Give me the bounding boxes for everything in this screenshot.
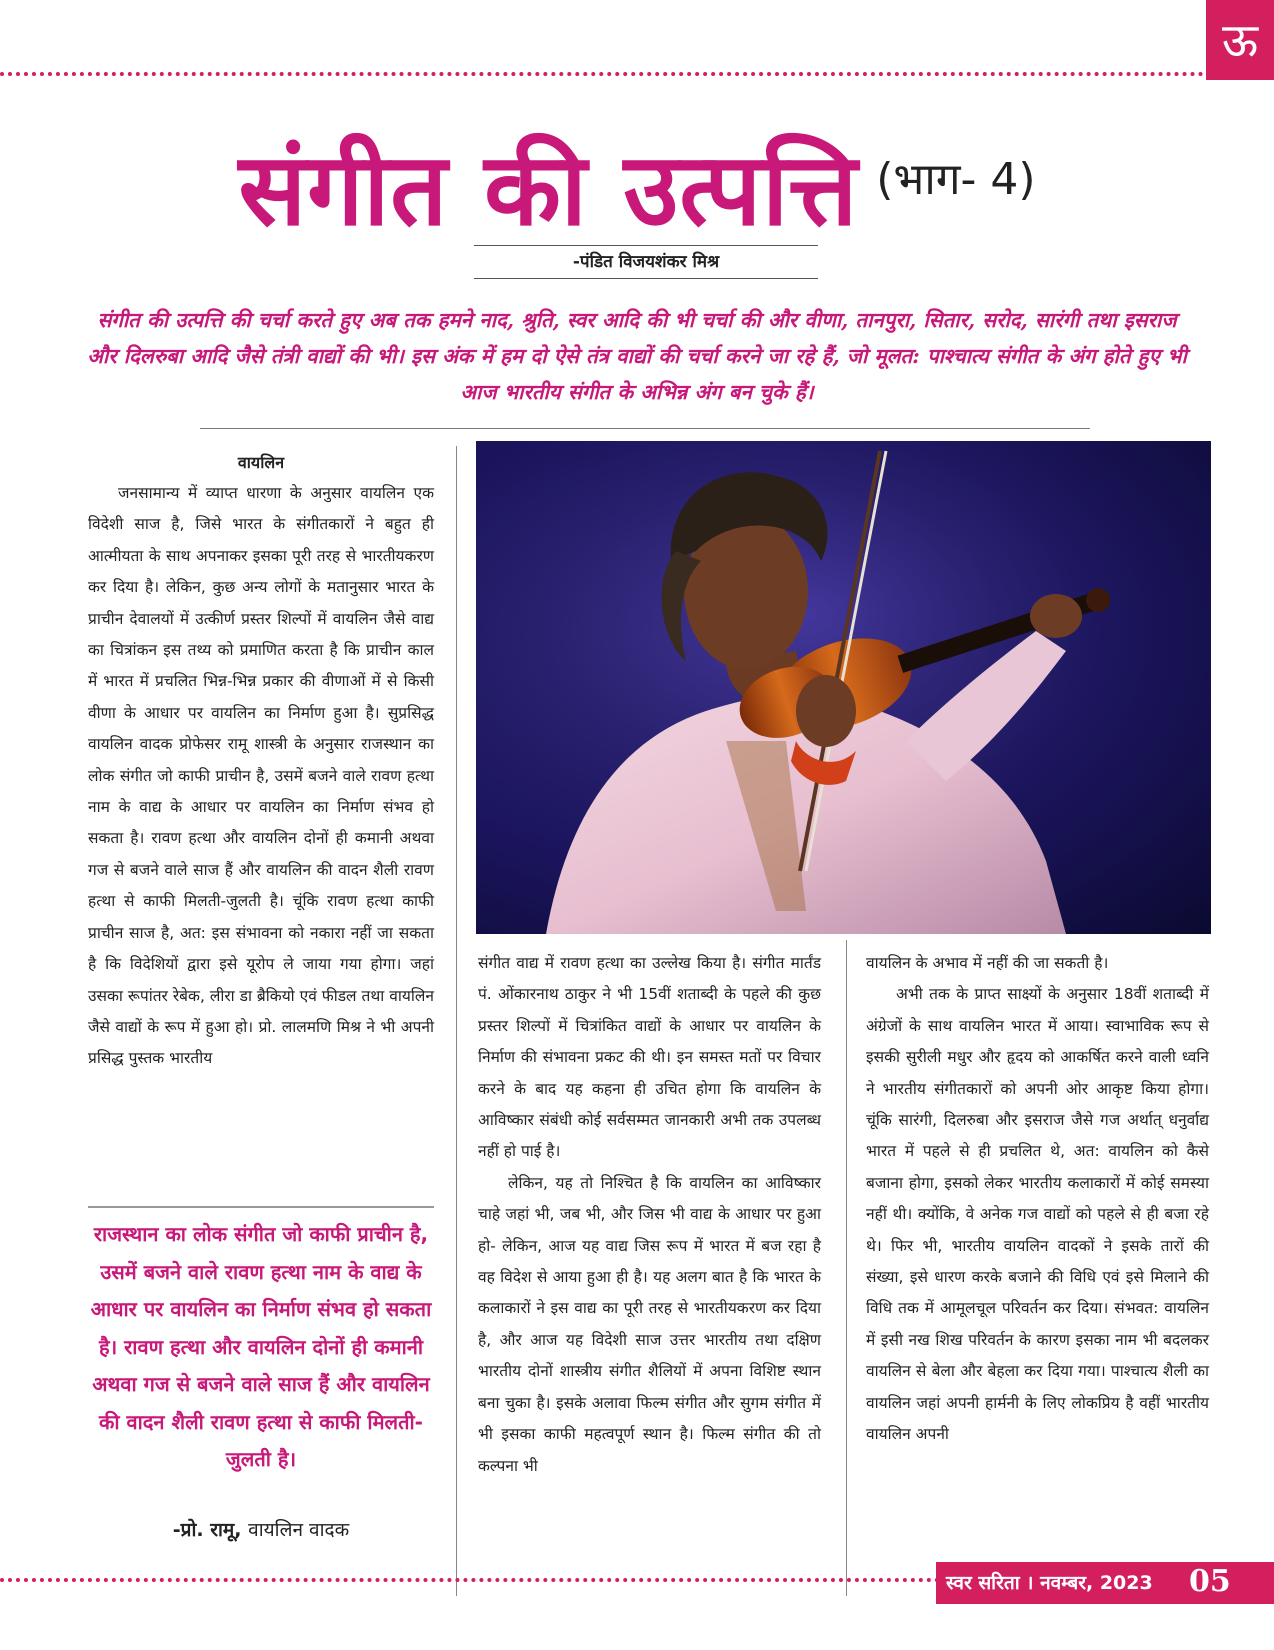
corner-glyph: ऊ — [1221, 13, 1259, 67]
paragraph: वायलिन के अभाव में नहीं की जा सकती है। — [866, 954, 1109, 972]
bottom-dotted-border — [0, 1578, 940, 1582]
paragraph: जनसामान्य में व्याप्त धारणा के अनुसार वायलिन एक विदेशी साज है, जिसे भारत के संगीतकारों ने बहुत ही आत्मीयता के साथ अपनाकर इसका पूरी तरह से भारतीयकरण कर दिया है। लेकिन, कुछ अन्य लोगों के मतानुसार भारत के प्राचीन देवालयों में उत्कीर्ण प्रस्तर शिल्पों में वायलिन जैसे वाद्य का चित्रांकन इस तथ्य को प्रमाणित करता है कि प्राचीन काल में भारत में प्रचलित भिन्न-भिन्न प्रकार की वीणाओं में से किसी वीणा के आधार पर वायलिन का निर्माण हुआ है। सुप्रसिद्ध वायलिन वादक प्रोफेसर रामू शास्त्री के अनुसार राजस्थान का लोक संगीत जो काफी प्राचीन है, उसमें बजने वाले रावण हत्था नाम के वाद्य के आधार पर वायलिन का निर्माण संभव हो सकता है। रावण हत्था और वायलिन दोनों ही कमानी अथवा गज से बजने वाले साज हैं और वायलिन की वादन शैली रावण हत्था से काफी मिलती-जुलती है। चूंकि रावण हत्था काफी प्राचीन साज है, अत: इस संभावना को नकारा नहीं जा सकता है कि विदेशियों द्वारा इसे यूरोप ले जाया गया होगा। जहां उसका रूपांतर रेबेक, लीरा डा ब्रैकियो एवं फीडल तथा वायलिन जैसे वाद्यों के रूप में हुआ हो। प्रो. लालमणि मिश्र ने भी अपनी प्रसिद्ध पुस्तक भारतीय — [88, 484, 434, 1068]
issue-date: नवम्बर, 2023 — [1040, 1572, 1153, 1594]
corner-logo-tab — [1206, 0, 1274, 80]
section-heading: वायलिन — [237, 453, 285, 472]
part-label: (भाग- 4) — [876, 154, 1036, 205]
page-number: 05 — [1189, 1564, 1231, 1599]
article-column-2 — [478, 948, 821, 1482]
paragraph: अभी तक के प्राप्त साक्ष्यों के अनुसार 18वीं शताब्दी में अंग्रेजों के साथ वायलिन भारत में आया। स्वाभाविक रूप से इसकी सुरीली मधुर और हृदय को आकर्षित करने वाली ध्वनि ने भारतीय संगीतकारों को अपनी ओर आकृष्ट किया होगा। चूंकि सारंगी, दिलरुबा और इसराज जैसे गज अर्थात् धनुर्वाद्य भारत में पहले से ही प्रचलित थे, अत: वायलिन को कैसे बजाना होगा, इसको लेकर भारतीय कलाकारों में कोई समस्या नहीं थी। क्योंकि, वे अनेक गज वाद्यों को पहले से ही बजा रहे थे। फिर भी, भारतीय वायलिन वादकों ने इसके तारों की संख्या, इसे धारण करके बजाने की विधि एवं इसे मिलाने की विधि तक में आमूलचूल परिवर्तन कर दिया। संभवत: वायलिन में इसी नख शिख परिवर्तन के कारण इसका नाम भी बदलकर वायलिन से बेला और बेहला कर दिया गया। पाश्चात्य शैली का वायलिन जहां अपनी हार्मनी के लिए लोकप्रिय है वहीं भारतीय वायलिन अपनी — [866, 985, 1209, 1444]
intro-standfirst: संगीत की उत्पत्ति की चर्चा करते हुए अब तक हमने नाद, श्रुति, स्वर आदि की भी चर्चा की और वीणा, तानपुरा, सितार, सरोद, सारंगी तथा इसराज और दिलरुबा आदि जैसे तंत्री वाद्यों की भी। इस अंक में हम दो ऐसे तंत्र वाद्यों की चर्चा करने जा रहे हैं, जो मूलत: पाश्चात्य संगीत के अंग होते हुए भी आज भारतीय संगीत के अभिन्न अंग बन चुके हैं। — [87, 308, 1187, 404]
paragraph: संगीत वाद्य में रावण हत्था का उल्लेख किया है। संगीत मार्तंड पं. ओंकारनाथ ठाकुर ने भी 15वीं शताब्दी के पहले की कुछ प्रस्तर शिल्पों में चित्रांकित वाद्यों के आधार पर वायलिन के निर्माण की संभावना प्रकट की थी। इन समस्त मतों पर विचार करने के बाद यह कहना ही उचित होगा कि वायलिन के आविष्कार संबंधी कोई सर्वसम्मत जानकारी अभी तक उपलब्ध नहीं हो पाई है। — [478, 954, 821, 1161]
violinist-photo — [476, 441, 1211, 934]
page-title: संगीत की उत्पत्ति — [238, 130, 859, 248]
column-divider — [456, 446, 457, 1596]
quote-source-role: वायलिन वादक — [248, 1519, 350, 1541]
intro-divider — [200, 428, 1090, 429]
article-column-1 — [88, 448, 434, 1075]
violinist-illustration — [476, 441, 1211, 934]
paragraph: लेकिन, यह तो निश्चित है कि वायलिन का आविष्कार चाहे जहां भी, जब भी, और जिस भी वाद्य के आधार पर हुआ हो- लेकिन, आज यह वाद्य जिस रूप में भारत में बज रहा है वह विदेश से आया हुआ ही है। यह अलग बात है कि भारत के कलाकारों ने इस वाद्य का पूरी तरह से भारतीयकरण कर दिया है, और आज यह विदेशी साज उत्तर भारतीय तथा दक्षिण भारतीय दोनों शास्त्रीय संगीत शैलियों में अपना विशिष्ट स्थान बना चुका है। इसके अलावा फिल्म संगीत और सुगम संगीत में भी इसका काफी महत्वपूर्ण स्थान है। फिल्म संगीत की तो कल्पना भी — [478, 1173, 821, 1475]
author-byline: -पंडित विजयशंकर मिश्र — [474, 245, 818, 279]
footer-separator: । — [1026, 1572, 1034, 1594]
article-column-3 — [866, 948, 1209, 1451]
quote-attribution — [88, 1516, 434, 1542]
top-dotted-border — [0, 72, 1204, 76]
column-divider — [846, 940, 847, 1596]
title-block — [0, 118, 1274, 254]
quote-divider — [88, 1206, 434, 1208]
magazine-name: स्वर सरिता — [946, 1572, 1020, 1594]
pull-quote: राजस्थान का लोक संगीत जो काफी प्राचीन है, उसमें बजने वाले रावण हत्था नाम के वाद्य के आधार पर वायलिन का निर्माण संभव हो सकता है। रावण हत्था और वायलिन दोनों ही कमानी अथवा गज से बजने वाले साज हैं और वायलिन की वादन शैली रावण हत्था से काफी मिलती-जुलती है। — [90, 1222, 432, 1471]
quote-source-name: -प्रो. रामू, — [172, 1519, 242, 1541]
